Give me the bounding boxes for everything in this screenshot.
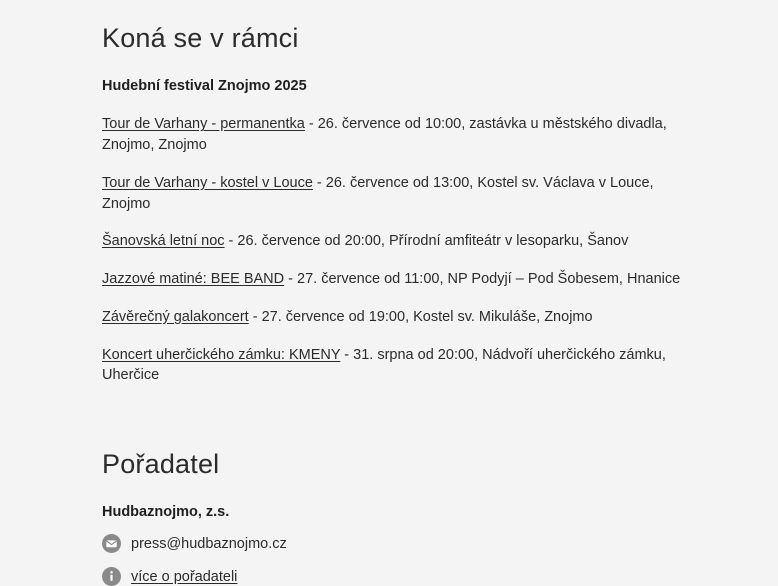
event-link[interactable]: Tour de Varhany - permanentka xyxy=(102,116,305,133)
event-link[interactable]: Koncert uherčického zámku: KMENY xyxy=(102,346,341,363)
festival-subtitle: Hudební festival Znojmo 2025 xyxy=(102,78,307,95)
event-details: - 26. července od 13:00, Kostel sv. Václava v Louce, Znojmo xyxy=(102,174,654,212)
organizer-email: press@hudbaznojmo.cz xyxy=(131,535,287,552)
event-link[interactable]: Jazzové matiné: BEE BAND xyxy=(102,271,285,288)
event-list xyxy=(102,114,702,386)
list-item xyxy=(102,269,702,290)
event-details: - 27. července od 19:00, Kostel sv. Mikuláše, Znojmo xyxy=(248,308,593,325)
organizer-name: Hudbaznojmo, z.s. xyxy=(102,504,230,521)
list-item xyxy=(102,345,702,386)
event-details: - 31. srpna od 20:00, Nádvoří uherčického zámku, Uherčice xyxy=(102,346,666,384)
event-link[interactable]: Šanovská letní noc xyxy=(102,233,225,250)
envelope-icon xyxy=(102,534,121,553)
content-column xyxy=(102,0,702,586)
event-link[interactable]: Tour de Varhany - kostel v Louce xyxy=(102,174,313,191)
list-item xyxy=(102,173,702,214)
organizer-heading: Pořadatel xyxy=(102,449,220,479)
list-item xyxy=(102,114,702,155)
event-details: - 27. července od 11:00, NP Podyjí – Pod Šobesem, Hnanice xyxy=(284,271,681,288)
page-title: Koná se v rámci xyxy=(102,23,299,53)
info-icon xyxy=(102,567,121,586)
organizer-more-row xyxy=(102,567,702,586)
list-item xyxy=(102,231,702,252)
organizer-email-row xyxy=(102,534,702,553)
event-details: - 26. července od 10:00, zastávka u městského divadla, Znojmo, Znojmo xyxy=(102,116,667,154)
organizer-more-link[interactable]: více o pořadateli xyxy=(131,568,238,585)
event-link[interactable]: Závěrečný galakoncert xyxy=(102,308,249,325)
event-details: - 26. července od 20:00, Přírodní amfiteátr v lesoparku, Šanov xyxy=(224,233,629,250)
list-item xyxy=(102,307,702,328)
